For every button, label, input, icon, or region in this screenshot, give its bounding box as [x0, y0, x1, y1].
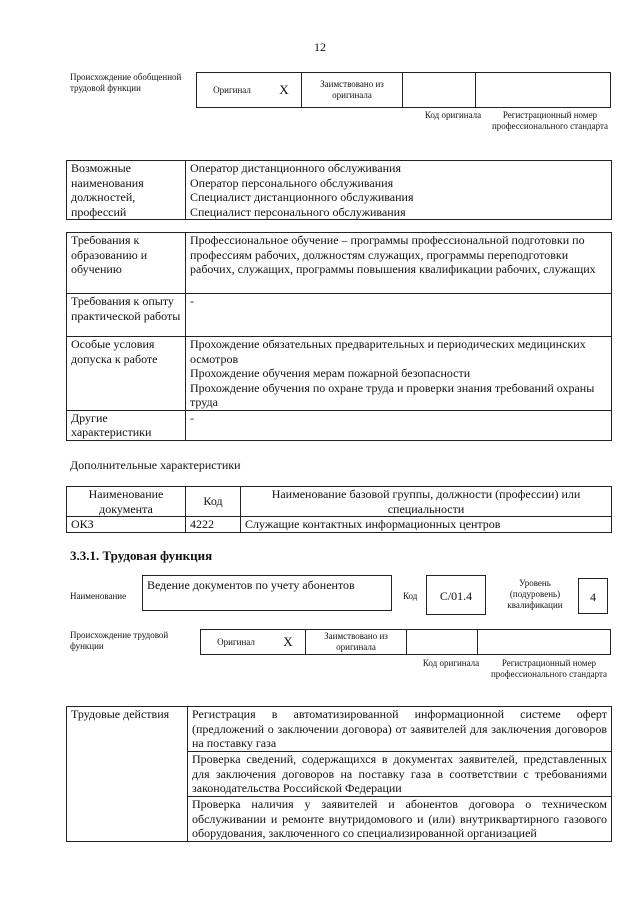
reg-number-cell [476, 73, 611, 108]
level-box [578, 578, 608, 614]
requirement-value: Прохождение обязательных предварительных и периодических медицинских осмотров [190, 337, 586, 366]
requirements-table [66, 232, 612, 441]
origin-label: Происхождение трудовой функции [70, 630, 169, 651]
origin-table [200, 629, 611, 655]
names-table [66, 160, 612, 220]
requirement-value: - [186, 410, 612, 440]
origin-label: Происхождение обобщенной трудовой функции [70, 72, 182, 93]
additional-table [66, 486, 612, 533]
code-box [426, 575, 486, 615]
okz-name: Служащие контактных информационных центров [241, 517, 612, 533]
okz-code: 4222 [186, 517, 241, 533]
names-value: Специалист персонального обслуживания [190, 204, 406, 219]
okz-doc: ОКЗ [67, 517, 186, 533]
code-caption: Код оригинала [422, 658, 480, 668]
requirement-row [67, 410, 612, 440]
names-value: Оператор персонального обслуживания [190, 175, 394, 190]
borrowed-label: Заимствовано из оригинала [306, 630, 407, 655]
function-name: Ведение документов по учету абонентов [147, 578, 355, 592]
code-caption: Код оригинала [424, 110, 482, 120]
requirement-label: Требования к образованию и обучению [67, 233, 186, 294]
table-row [67, 517, 612, 533]
names-value: Специалист дистанционного обслуживания [190, 190, 414, 204]
table-row [67, 707, 612, 752]
header-code: Код [186, 487, 241, 517]
original-code-cell [403, 73, 476, 108]
borrowed-label: Заимствовано из оригинала [302, 73, 403, 108]
original-code-cell [407, 630, 478, 655]
code-value: C/01.4 [439, 589, 473, 603]
code-label: Код [403, 591, 418, 601]
requirement-row [67, 294, 612, 337]
name-label: Наименование [70, 591, 127, 601]
requirement-value: Профессиональное обучение – программы профессиональной подготовки по профессиям рабочих, должностям служащих, программы переподготовки рабочих, служащих, программы повышения квалификации рабочих, служащих [186, 233, 612, 294]
page-number: 12 [314, 40, 326, 54]
original-mark: X [267, 73, 302, 108]
action-item: Проверка сведений, содержащихся в документах заявителей, представленных для заключения договоров на поставку газа в соответствии с требованиями законодательства Российской Федерации [188, 752, 612, 797]
header-doc-name: Наименование документа [67, 487, 186, 517]
names-label: Возможные наименования должностей, профессий [67, 161, 186, 220]
requirement-value: Прохождение обучения мерам пожарной безопасности [190, 366, 471, 380]
requirement-label: Требования к опыту практической работы [67, 294, 186, 337]
requirement-label: Особые условия допуска к работе [67, 337, 186, 411]
action-item: Регистрация в автоматизированной информационной системе оферт (предложений о заключении договора) от заявителей для заключения договоров на поставку газа [188, 707, 612, 752]
section-title: 3.3.1. Трудовая функция [70, 548, 213, 563]
names-value: Оператор дистанционного обслуживания [190, 161, 401, 175]
requirement-row [67, 337, 612, 411]
reg-number-cell [478, 630, 611, 655]
level-value: 4 [590, 590, 596, 604]
actions-table [66, 706, 612, 842]
requirement-label: Другие характеристики [67, 410, 186, 440]
level-label: Уровень (подуровень) квалификации [507, 578, 563, 610]
header-group-name: Наименование базовой группы, должности (профессии) или специальности [241, 487, 612, 517]
original-label: Оригинал [201, 630, 272, 655]
actions-label: Трудовые действия [67, 707, 188, 842]
reg-caption: Регистрационный номер профессионального стандарта [491, 110, 609, 131]
requirement-value: Прохождение обучения по охране труда и проверки знания требований охраны труда [190, 380, 595, 409]
original-mark: X [271, 630, 306, 655]
requirement-row [67, 233, 612, 294]
additional-heading: Дополнительные характеристики [70, 458, 241, 472]
names-values [186, 161, 612, 220]
function-name-box [142, 575, 392, 611]
requirement-value: - [186, 294, 612, 337]
action-item: Проверка наличия у заявителей и абонентов договора о техническом обслуживании и ремонте внутридомового и (или) внутриквартирного газового оборудования, заключенного со специализированной организацией [188, 797, 612, 842]
origin-table [196, 72, 611, 108]
reg-caption: Регистрационный номер профессионального стандарта [490, 658, 608, 679]
requirement-values [186, 337, 612, 411]
original-label: Оригинал [197, 73, 268, 108]
